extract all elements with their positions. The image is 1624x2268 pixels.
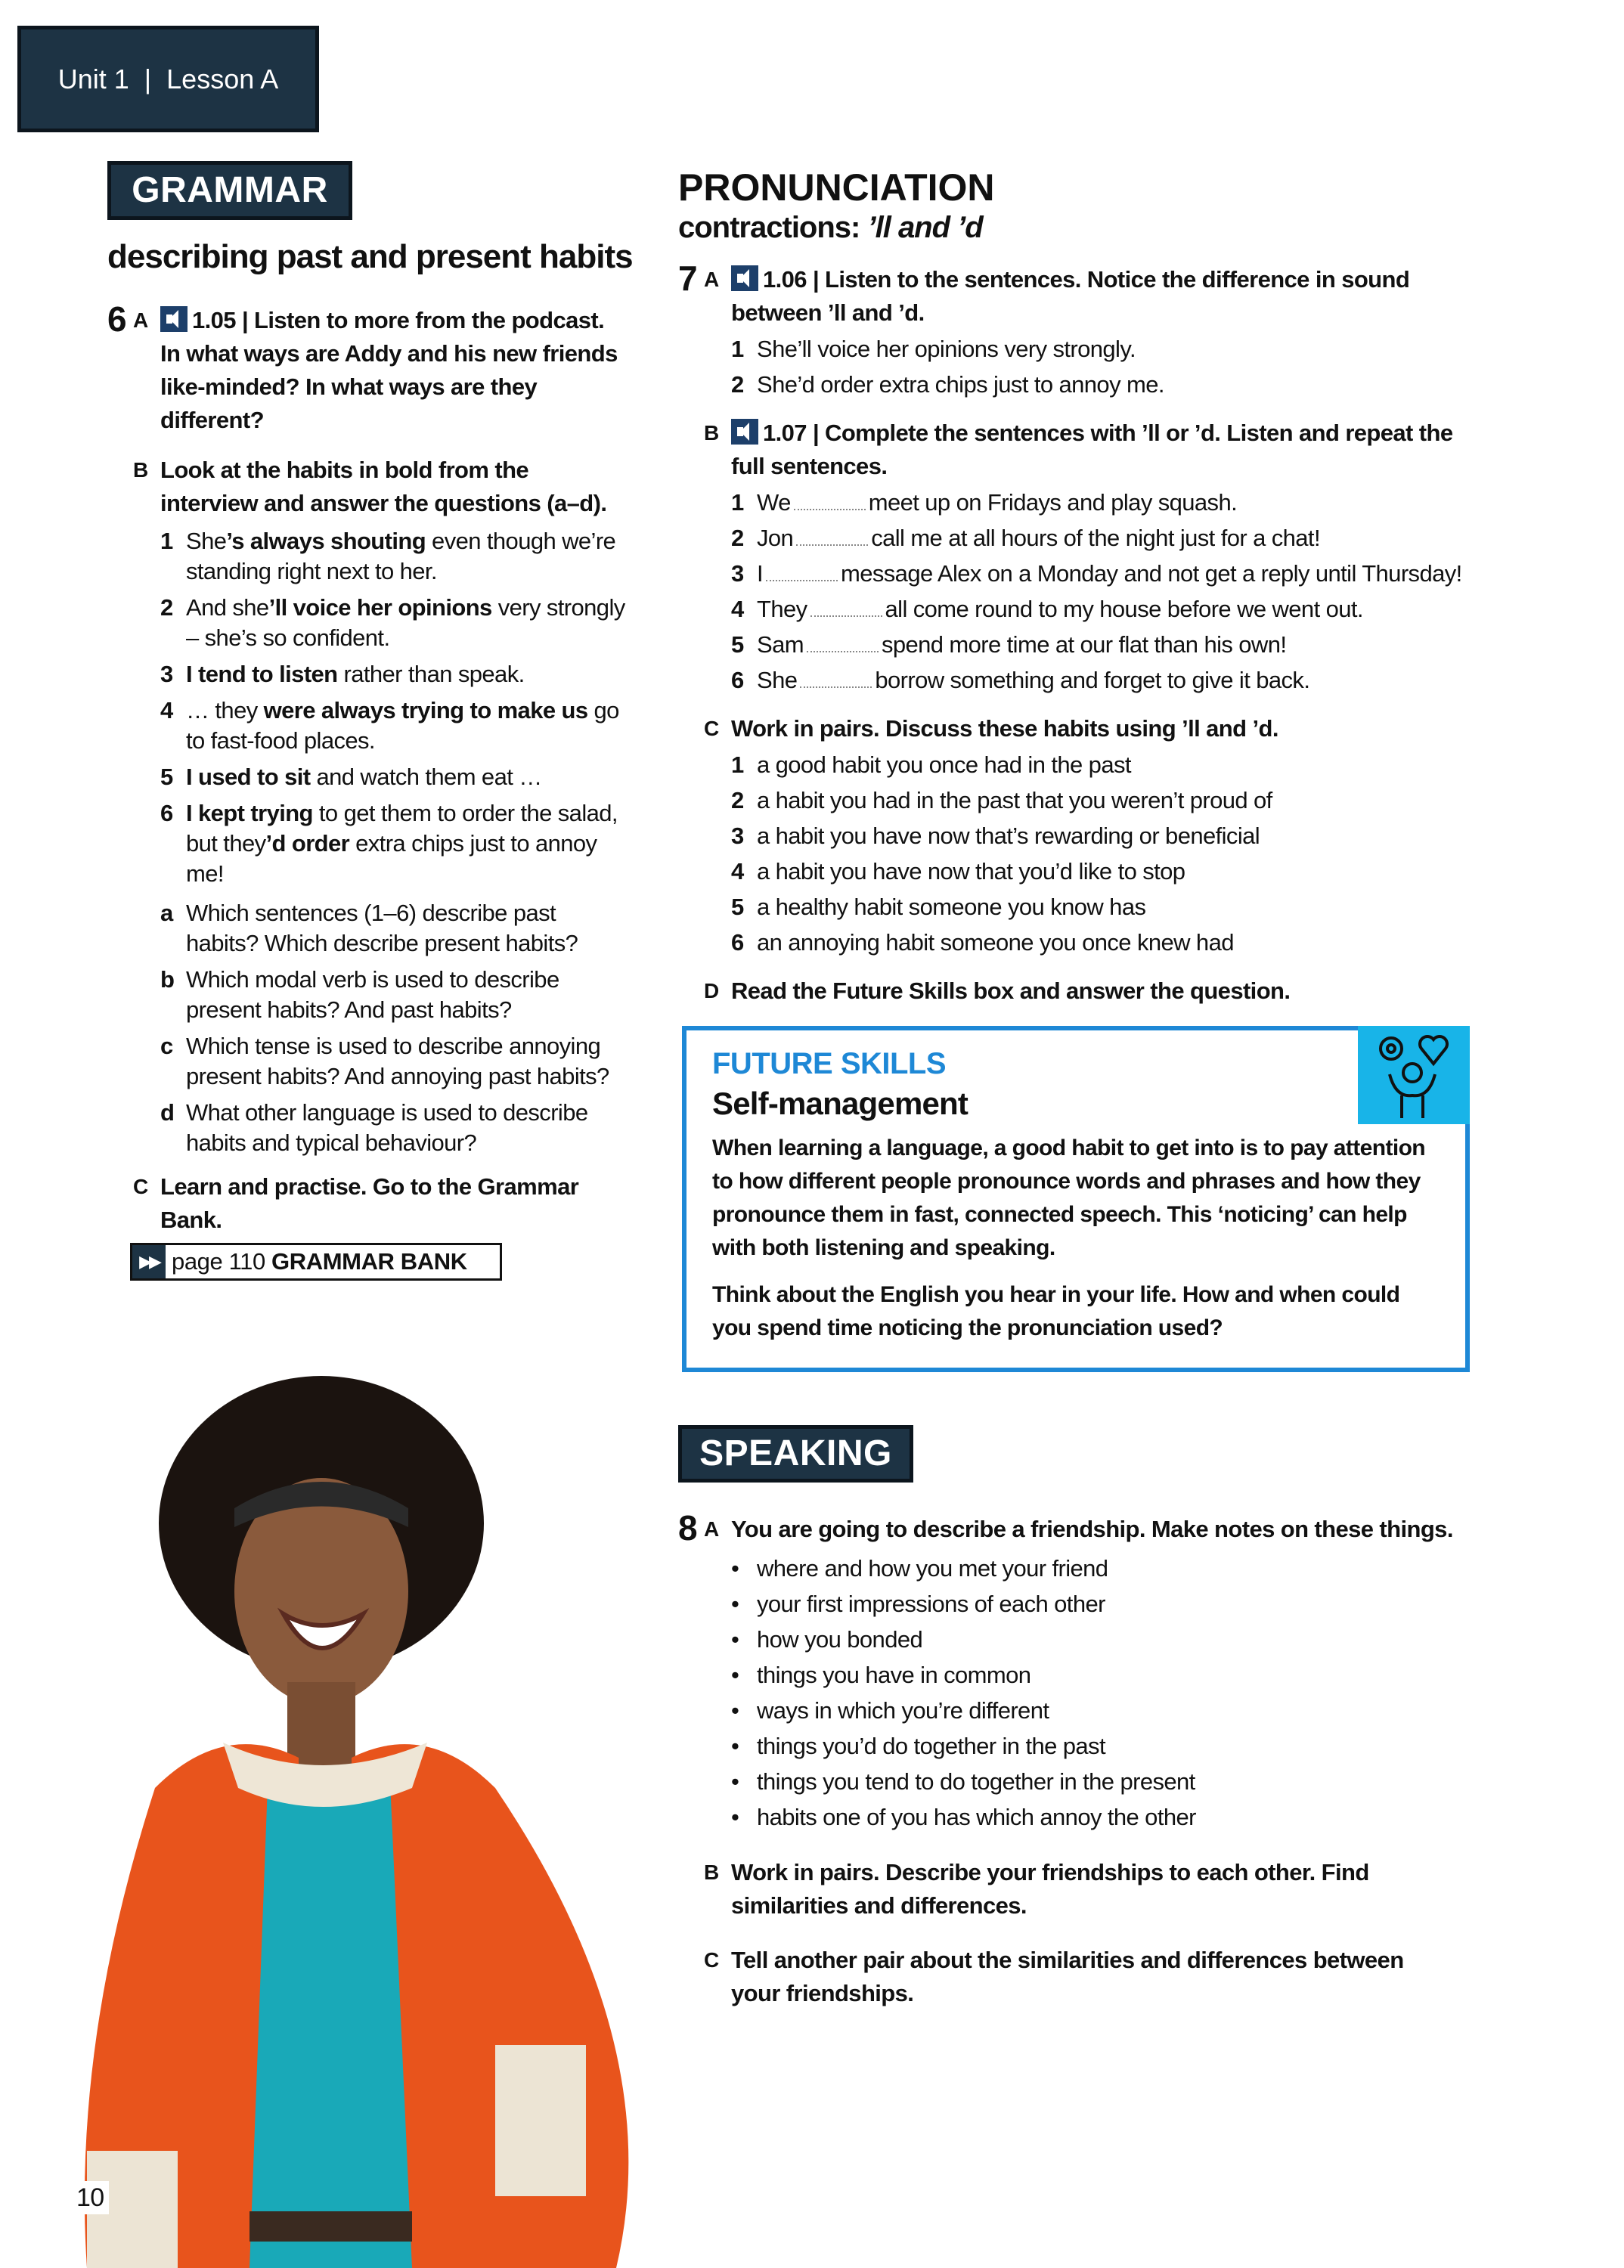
list-item bbox=[731, 1622, 1480, 1657]
item-number: 4 bbox=[731, 858, 744, 885]
sentence-start: She bbox=[757, 667, 798, 693]
exercise-letter: B bbox=[704, 1861, 719, 1884]
page-ref: page 110 bbox=[172, 1248, 265, 1275]
list-item bbox=[160, 965, 629, 1025]
bullet: • bbox=[731, 1555, 739, 1582]
item-number: 6 bbox=[731, 929, 744, 956]
item-number: 1 bbox=[731, 489, 744, 516]
sentence-text: … they bbox=[186, 697, 264, 723]
lesson-label: Lesson A bbox=[166, 63, 279, 94]
question-text: What other language is used to describe habits and typical behaviour? bbox=[186, 1099, 588, 1156]
sentence-end: meet up on Fridays and play squash. bbox=[868, 489, 1238, 516]
sentence-text: And she bbox=[186, 594, 269, 621]
list-item bbox=[160, 898, 629, 959]
habit-text: a healthy habit someone you know has bbox=[757, 894, 1146, 920]
answer-blank[interactable] bbox=[807, 630, 879, 652]
item-number: 4 bbox=[731, 596, 744, 622]
sentence-text: were always trying to make us bbox=[263, 697, 588, 723]
woman-laughing-photo bbox=[72, 1365, 669, 2268]
habits-discussion-list bbox=[731, 748, 1480, 959]
list-item bbox=[731, 855, 1480, 888]
item-number: 3 bbox=[731, 560, 744, 587]
exercise-letter: B bbox=[133, 458, 148, 482]
item-number: 2 bbox=[731, 371, 744, 398]
audio-icon[interactable] bbox=[731, 419, 758, 445]
separator: | bbox=[144, 63, 152, 94]
list-item bbox=[731, 1764, 1480, 1799]
sentence-text: ’d order bbox=[265, 830, 350, 857]
instruction-text: Work in pairs. Discuss these habits using ’ll and ’d. bbox=[731, 715, 1278, 742]
exercise-8a bbox=[678, 1508, 1480, 1548]
list-item bbox=[160, 798, 629, 889]
sentence-text: and watch them eat … bbox=[310, 764, 542, 790]
item-number: 6 bbox=[731, 667, 744, 693]
list-item bbox=[731, 557, 1480, 590]
exercise-7c bbox=[678, 712, 1480, 745]
grammar-column bbox=[107, 299, 629, 1281]
sentence-start: I bbox=[757, 560, 764, 587]
list-item bbox=[731, 368, 1480, 401]
list-item bbox=[731, 820, 1480, 853]
sentence-text: She bbox=[186, 528, 227, 554]
exercise-number: 6 bbox=[107, 299, 126, 339]
item-number: 2 bbox=[160, 594, 173, 621]
bullet: • bbox=[731, 1662, 739, 1688]
right-column bbox=[678, 166, 1480, 2010]
list-item bbox=[731, 1586, 1480, 1622]
item-number: 5 bbox=[731, 894, 744, 920]
exercise-7a: 7 A 1.06 | Listen to the sentences. Notice the difference in sound between ’ll and ’d. bbox=[678, 259, 1410, 326]
bullet: • bbox=[731, 1804, 739, 1830]
sentence-end: all come round to my house before we went out. bbox=[885, 596, 1363, 622]
exercise-6c bbox=[107, 1170, 629, 1237]
sentence-end: message Alex on a Monday and not get a reply until Thursday! bbox=[841, 560, 1462, 587]
sentence-end: spend more time at our flat than his own! bbox=[881, 631, 1287, 658]
exercise-letter: A bbox=[704, 268, 719, 291]
sentence-text: rather than speak. bbox=[337, 661, 525, 687]
sentence-text: ’ll voice her opinions bbox=[268, 594, 492, 621]
list-item bbox=[731, 593, 1480, 626]
future-skills-question: Think about the English you hear in your life. How and when could you spend time noticing the pronunciation used? bbox=[712, 1282, 1400, 1340]
bank-label: GRAMMAR BANK bbox=[271, 1248, 467, 1275]
grammar-heading: GRAMMAR bbox=[107, 161, 352, 220]
sentence-text: go to fast-food places. bbox=[186, 697, 619, 754]
grammar-bank-link[interactable] bbox=[130, 1243, 502, 1281]
future-skills-box bbox=[682, 1026, 1470, 1372]
sentence-text: ’s always shouting bbox=[226, 528, 426, 554]
sentence-text: I used to sit bbox=[186, 764, 311, 790]
exercise-8c bbox=[678, 1944, 1457, 2010]
item-number: b bbox=[160, 966, 175, 993]
item-number: a bbox=[160, 900, 173, 926]
grammar-subtitle: describing past and present habits bbox=[107, 238, 633, 275]
exercise-letter: C bbox=[704, 1948, 719, 1972]
bullet-text: things you tend to do together in the present bbox=[757, 1768, 1195, 1795]
unit-label: Unit 1 bbox=[57, 63, 129, 94]
instruction-text: Look at the habits in bold from the interview and answer the questions (a–d). bbox=[160, 457, 607, 516]
exercise-number: 7 bbox=[678, 259, 697, 298]
item-number: 1 bbox=[160, 528, 173, 554]
sentence-text: to get them to order the salad, but they bbox=[186, 800, 618, 857]
exercise-7b: B 1.07 | Complete the sentences with ’ll or ’d. Listen and repeat the full sentences. bbox=[678, 417, 1457, 483]
sentence-end: borrow something and forget to give it back. bbox=[875, 667, 1310, 693]
item-number: 1 bbox=[731, 336, 744, 362]
question-text: Which modal verb is used to describe present habits? And past habits? bbox=[186, 966, 559, 1023]
list-item bbox=[160, 1098, 629, 1158]
audio-icon[interactable] bbox=[731, 265, 758, 291]
list-item bbox=[160, 526, 629, 587]
habit-text: a habit you had in the past that you weren’t proud of bbox=[757, 787, 1272, 813]
item-number: 2 bbox=[731, 525, 744, 551]
question-text: Which sentences (1–6) describe past habits? Which describe present habits? bbox=[186, 900, 578, 956]
exercise-letter: C bbox=[133, 1175, 148, 1198]
habit-text: a habit you have now that’s rewarding or beneficial bbox=[757, 823, 1260, 849]
item-number: 4 bbox=[160, 697, 173, 723]
bullet: • bbox=[731, 1591, 739, 1617]
exercise-6b bbox=[107, 454, 629, 520]
instruction-text: Complete the sentences with ’ll or ’d. Listen and repeat the full sentences. bbox=[731, 420, 1453, 479]
list-item bbox=[160, 762, 629, 792]
bullet-text: things you have in common bbox=[757, 1662, 1031, 1688]
item-number: 2 bbox=[731, 787, 744, 813]
exercise-8b bbox=[678, 1856, 1427, 1923]
bullet-text: where and how you met your friend bbox=[757, 1555, 1108, 1582]
sentence-text: I tend to listen bbox=[186, 661, 338, 687]
sentence-start: Jon bbox=[757, 525, 794, 551]
item-number: 3 bbox=[731, 823, 744, 849]
sentence-start: They bbox=[757, 596, 807, 622]
instruction-text: Listen to more from the podcast. In what ways are Addy and his new friends like-minded? In what ways are they different? bbox=[160, 307, 618, 433]
sentence-text: I kept trying bbox=[186, 800, 313, 826]
list-item bbox=[731, 1657, 1480, 1693]
gap-fill-list bbox=[731, 486, 1480, 697]
list-item bbox=[731, 1551, 1480, 1586]
exercise-7d bbox=[678, 974, 1480, 1008]
fast-forward-icon: ▶▶ bbox=[132, 1245, 166, 1278]
list-item bbox=[731, 748, 1480, 782]
item-number: 3 bbox=[160, 661, 173, 687]
instruction-text: Work in pairs. Describe your friendships to each other. Find similarities and differences. bbox=[731, 1859, 1369, 1919]
list-item bbox=[731, 486, 1480, 519]
item-number: 5 bbox=[160, 764, 173, 790]
track-number: 1.06 bbox=[763, 266, 807, 293]
answer-blank[interactable] bbox=[800, 665, 872, 688]
pronunciation-subtitle bbox=[678, 209, 1480, 246]
item-number: 1 bbox=[731, 751, 744, 778]
habit-sentences-list bbox=[160, 526, 629, 889]
instruction-text: Listen to the sentences. Notice the difference in sound between ’ll and ’d. bbox=[731, 266, 1410, 326]
notes-bullet-list bbox=[731, 1551, 1480, 1835]
bullet-text: things you’d do together in the past bbox=[757, 1733, 1105, 1759]
answer-blank[interactable] bbox=[796, 523, 868, 546]
list-item bbox=[731, 1799, 1480, 1835]
self-management-icon bbox=[1358, 1026, 1470, 1124]
audio-icon[interactable] bbox=[160, 306, 188, 332]
answer-blank[interactable] bbox=[766, 559, 838, 581]
instruction-text: Learn and practise. Go to the Grammar Bank. bbox=[160, 1173, 579, 1233]
exercise-letter: B bbox=[704, 421, 719, 445]
exercise-letter: A bbox=[133, 308, 148, 332]
list-item bbox=[160, 593, 629, 653]
sentence-start: Sam bbox=[757, 631, 804, 658]
list-item bbox=[160, 1031, 629, 1092]
sentence-start: We bbox=[757, 489, 791, 516]
bullet: • bbox=[731, 1733, 739, 1759]
instruction-text: Read the Future Skills box and answer the question. bbox=[731, 978, 1291, 1004]
bullet: • bbox=[731, 1626, 739, 1653]
answer-blank[interactable] bbox=[810, 594, 882, 617]
example-sentences-list bbox=[731, 333, 1480, 401]
instruction-text: Tell another pair about the similarities and differences between your friendships. bbox=[731, 1947, 1404, 2006]
page-number: 10 bbox=[72, 2181, 109, 2214]
item-number: 6 bbox=[160, 800, 173, 826]
bullet-text: your first impressions of each other bbox=[757, 1591, 1105, 1617]
list-item bbox=[731, 784, 1480, 817]
sentence-text: very strongly – she’s so confident. bbox=[186, 594, 625, 651]
exercise-letter: D bbox=[704, 979, 719, 1002]
list-item bbox=[731, 926, 1480, 959]
sentence-text: extra chips just to annoy me! bbox=[186, 830, 597, 887]
list-item bbox=[731, 891, 1480, 924]
list-item bbox=[731, 1693, 1480, 1728]
subtitle-contractions: ’ll and ’d bbox=[867, 211, 983, 244]
list-item bbox=[160, 696, 629, 756]
track-number: 1.05 bbox=[192, 307, 236, 333]
list-item bbox=[731, 333, 1480, 366]
habit-text: an annoying habit someone you once knew had bbox=[757, 929, 1234, 956]
bullet-text: habits one of you has which annoy the other bbox=[757, 1804, 1196, 1830]
answer-blank[interactable] bbox=[794, 488, 866, 510]
unit-lesson-label bbox=[17, 26, 319, 132]
bullet-text: how you bonded bbox=[757, 1626, 923, 1653]
list-item bbox=[731, 628, 1480, 662]
question-text: Which tense is used to describe annoying present habits? And annoying past habits? bbox=[186, 1033, 609, 1089]
bullet-text: ways in which you’re different bbox=[757, 1697, 1049, 1724]
future-skills-subtitle: Self-management bbox=[712, 1086, 969, 1121]
instruction-text: You are going to describe a friendship. Make notes on these things. bbox=[731, 1516, 1453, 1542]
item-number: d bbox=[160, 1099, 175, 1126]
list-item bbox=[731, 664, 1480, 697]
sentence-text: She’ll voice her opinions very strongly. bbox=[757, 336, 1136, 362]
future-skills-title: FUTURE SKILLS bbox=[712, 1047, 947, 1080]
exercise-6a: 6 A 1.05 | Listen to more from the podcast. In what ways are Addy and his new friends like-minded? In what ways are they different? bbox=[107, 299, 618, 433]
item-number: c bbox=[160, 1033, 173, 1059]
track-number: 1.07 bbox=[763, 420, 807, 446]
list-item bbox=[731, 1728, 1480, 1764]
exercise-number: 8 bbox=[678, 1508, 697, 1548]
habit-text: a habit you have now that you’d like to stop bbox=[757, 858, 1185, 885]
pronunciation-heading: PRONUNCIATION bbox=[678, 166, 995, 209]
bullet: • bbox=[731, 1768, 739, 1795]
sentence-end: call me at all hours of the night just for a chat! bbox=[871, 525, 1320, 551]
item-number: 5 bbox=[731, 631, 744, 658]
exercise-letter: C bbox=[704, 717, 719, 740]
sentence-text: She’d order extra chips just to annoy me. bbox=[757, 371, 1164, 398]
grammar-questions-list bbox=[160, 898, 629, 1158]
future-skills-paragraph: When learning a language, a good habit to get into is to pay attention to how different people pronounce words and phrases and how they pronounce them in fast, connected speech. This ‘noticing’ can help with both listening and speaking. bbox=[712, 1136, 1426, 1260]
exercise-letter: A bbox=[704, 1517, 719, 1541]
list-item bbox=[160, 659, 629, 689]
habit-text: a good habit you once had in the past bbox=[757, 751, 1131, 778]
bullet: • bbox=[731, 1697, 739, 1724]
speaking-heading: SPEAKING bbox=[678, 1425, 913, 1483]
sentence-text: even though we’re standing right next to her. bbox=[186, 528, 616, 584]
list-item bbox=[731, 522, 1480, 555]
subtitle-prefix: contractions: bbox=[678, 211, 868, 244]
